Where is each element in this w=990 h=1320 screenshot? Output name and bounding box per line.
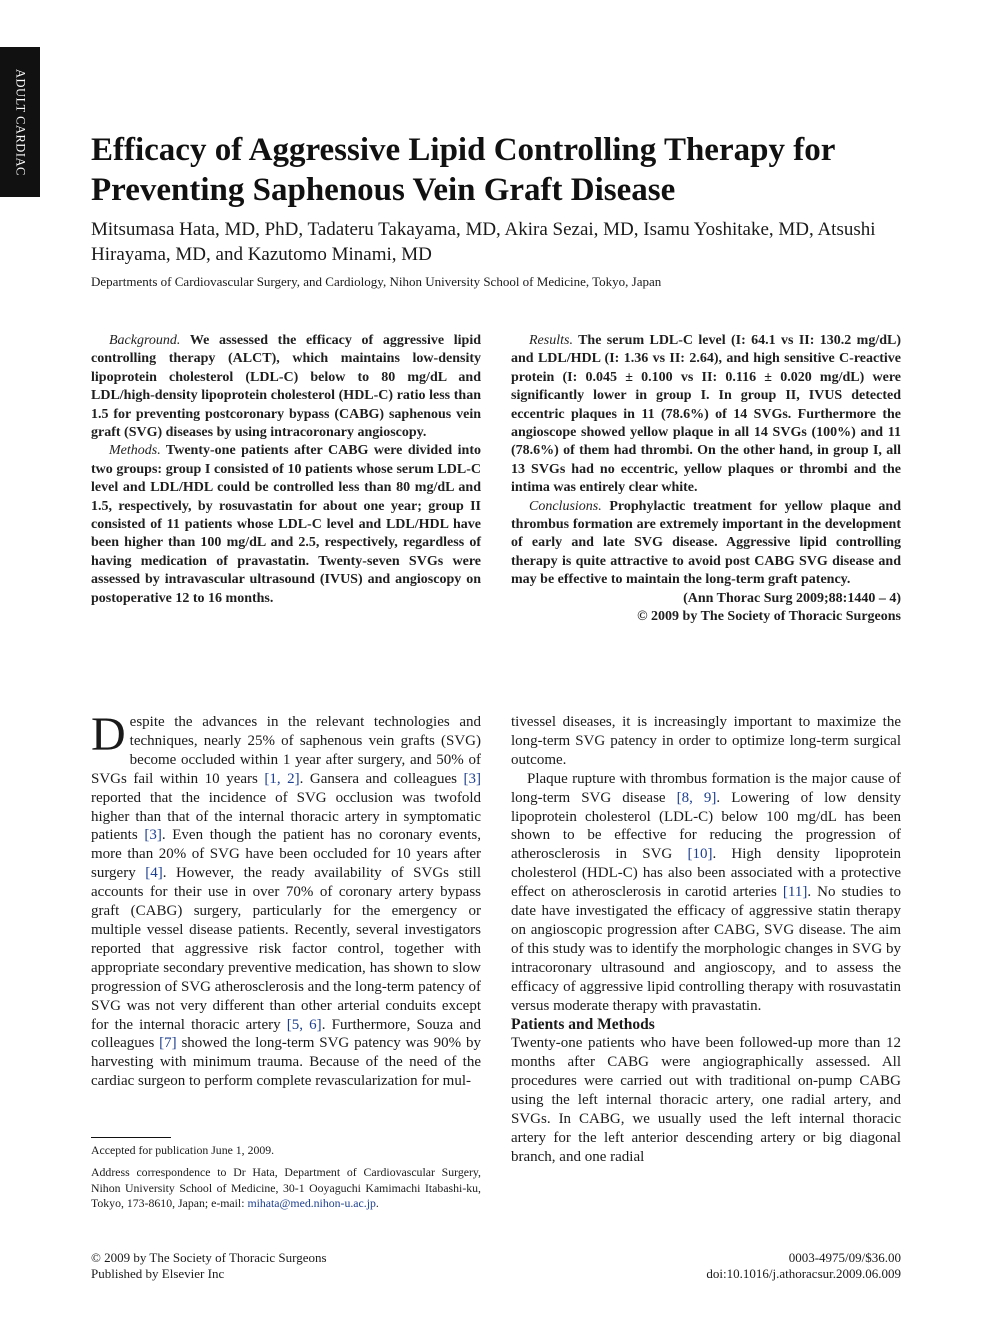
reference-link[interactable]: [3] [144, 827, 162, 844]
abstract-conclusions [511, 498, 901, 590]
footnotes [91, 1143, 481, 1218]
intro-paragraph [91, 708, 481, 1091]
section-side-tab-label: ADULT CARDIAC [13, 68, 28, 176]
abstract-citation: (Ann Thorac Surg 2009;88:1440 – 4) [683, 590, 901, 606]
reference-link[interactable]: [8, 9] [676, 789, 717, 806]
article-authors: Mitsumasa Hata, MD, PhD, Tadateru Takayama, MD, Akira Sezai, MD, Isamu Yoshitake, MD, Atsushi Hirayama, MD, and Kazutomo Minami, MD [91, 219, 876, 265]
abstract-results [511, 332, 901, 498]
plaque-text-2: . Lowering of low density lipoprotein cholesterol (LDL-C) below 100 mg/dL has been shown to be effective for reducing the progression of atherosclerosis in SVG [511, 789, 901, 863]
abstract-methods-label: Methods. [109, 443, 161, 459]
correspondence-end: . [375, 1195, 379, 1210]
reference-link[interactable]: [10] [687, 846, 713, 863]
abstract-right-column [511, 332, 901, 627]
correspondence-text: Address correspondence to Dr Hata, Department of Cardiovascular Surgery, Nihon University School of Medicine, 30-1 Ooyaguchi Kamimachi Itabashi-ku, Tokyo, 173-8610, Japan; e-mail: [91, 1165, 481, 1210]
intro-text-4: . Even though the patient has no coronary events, more than 20% of SVG have been occluded for 10 years after surgery [91, 827, 481, 882]
drop-cap: D [91, 708, 126, 761]
reference-link[interactable]: [5, 6] [286, 1016, 322, 1033]
body-left-column [91, 708, 481, 1091]
reference-link[interactable]: [11] [782, 884, 808, 901]
reference-link[interactable]: [7] [159, 1035, 177, 1052]
reference-link[interactable]: [1, 2] [264, 770, 300, 787]
intro-continuation: tivessel diseases, it is increasingly important to maximize the long-term SVG patency in order to optimize long-term surgical outcome. [511, 714, 901, 768]
plaque-text-4: . No studies to date have investigated the efficacy of aggressive statin therapy on angioscopic progression after CABG, SVG disease. The aim of this study was to identify the morphologic changes in SVG by intracoronary ultrasound and angioscopy, and to assess the efficacy of aggressive lipid controlling therapy with rosuvastatin versus moderate therapy with pravastatin. [511, 884, 901, 1014]
abstract-results-label: Results. [529, 333, 573, 348]
intro-text-2: . Gansera and colleagues [299, 770, 464, 787]
footer-copyright: © 2009 by The Society of Thoracic Surgeons [91, 1250, 327, 1265]
body-right-column [511, 713, 901, 1167]
intro-text-5: . However, the ready availability of SVGs still accounts for their use in over 70% of coronary artery bypass graft (CABG) surgery, particularly for the emergency or multiple vessel disease patients. Recently, several investigators reported that aggressive risk factor control, together with appropriate secondary preventive medication, has shown to slow progression of SVG atherosclerosis and the long-term patency of SVG was not very different than other arterial conduits except for the internal thoracic artery [91, 865, 481, 1033]
email-link[interactable]: mihata@med.nihon-u.ac.jp [247, 1195, 376, 1210]
abstract-left-column [91, 332, 481, 608]
intro-text-7: showed the long-term SVG patency was 90% by harvesting with minimum trauma. Because of the need of the cardiac surgeon to perform complete revascularization for mul- [91, 1035, 481, 1090]
methods-paragraph: Twenty-one patients who have been followed-up more than 12 months after CABG were angiographically assessed. All procedures were carried out with traditional on-pump CABG using the left internal thoracic artery, one radial artery, and SVGs. In CABG, we usually used the left internal thoracic artery for the left anterior descending artery or big diagonal branch, and one radial [511, 1035, 901, 1165]
footer-doi: doi:10.1016/j.athoracsur.2009.06.009 [706, 1265, 901, 1281]
correspondence-note [91, 1165, 481, 1211]
intro-text-3: reported that the incidence of SVG occlusion was twofold higher than that of the internal thoracic artery in symptomatic patients [91, 789, 481, 844]
intro-text-1: espite the advances in the relevant technologies and techniques, nearly 25% of saphenous vein grafts (SVG) become occluded within 1 year after surgery, and 50% of SVGs fail within 10 years [91, 714, 481, 787]
footer-issn: 0003-4975/09/$36.00 [788, 1250, 901, 1265]
abstract-methods-text: Twenty-one patients after CABG were divided into two groups: group I consisted of 10 patients whose serum LDL-C level and LDL/HDL could be controlled less than 80 mg/dL and 1.5, respectively, by rosuvastatin for about one year; group II consisted of 11 patients whose LDL-C level and LDL/HDL have been higher than 100 mg/dL and 2.5, respectively, regardless of having medication of pravastatin. Twenty-seven SVGs were assessed by intravascular ultrasound (IVUS) and angioscopy on postoperative 12 to 16 months. [91, 443, 481, 606]
footer-publisher: Published by Elsevier Inc [91, 1265, 225, 1281]
abstract-conclusions-label: Conclusions. [529, 498, 602, 514]
reference-link[interactable]: [4] [145, 865, 163, 882]
abstract-results-text: The serum LDL-C level (I: 64.1 vs II: 130.2 mg/dL) and LDL/HDL (I: 1.36 vs II: 2.64), and high sensitive C-reactive protein (I: 0.045 ± 0.100 vs II: 0.116 ± 0.020 mg/dL) were significantly lower in group I. In group II, IVUS detected eccentric plaques in 11 (78.6%) of 14 SVGs. Furthermore the angioscope showed yellow plaque in all 14 SVGs (100%) and 11 (78.6%) of them had thrombi. On the other hand, in group I, all 13 SVGs had no eccentric, yellow plaques or thrombi and the intima was entirely clear white. [511, 333, 901, 496]
abstract-methods [91, 442, 481, 608]
accepted-note: Accepted for publication June 1, 2009. [91, 1143, 275, 1157]
footer-right [706, 1250, 901, 1281]
abstract-conclusions-text: Prophylactic treatment for yellow plaque and thrombus formation are extremely important in the development of early and late SVG disease. Aggressive lipid controlling therapy is quite attractive to avoid post CABG SVG disease and may be effective to maintain the long-term graft patency. [511, 498, 901, 588]
reference-link[interactable]: [3] [463, 770, 481, 787]
abstract-background-text: We assessed the efficacy of aggressive lipid controlling therapy (ALCT), which maintains low-density lipoprotein cholesterol (LDL-C) below to 80 mg/dL and LDL/high-density lipoprotein cholesterol (HDL-C) ratio less than 1.5 for preventing postcoronary bypass (CABG) saphenous vein graft (SVG) diseases by using intracoronary angioscopy. [91, 333, 481, 441]
plaque-text-1: Plaque rupture with thrombus formation is the major cause of long-term SVG disease [511, 770, 901, 806]
article-title: Efficacy of Aggressive Lipid Controlling Therapy for Preventing Saphenous Vein Graft Disease [91, 132, 835, 208]
abstract-background [91, 332, 481, 442]
abstract-background-label: Background. [109, 333, 181, 348]
footer-left [91, 1250, 327, 1281]
abstract-copyright: © 2009 by The Society of Thoracic Surgeons [637, 609, 901, 625]
article-affiliation: Departments of Cardiovascular Surgery, and Cardiology, Nihon University School of Medicine, Tokyo, Japan [91, 274, 662, 289]
intro-text-6: . Furthermore, Souza and colleagues [91, 1016, 481, 1052]
section-heading-patients-methods: Patients and Methods [511, 1015, 655, 1033]
plaque-paragraph [511, 770, 901, 1016]
footnote-divider [91, 1137, 171, 1138]
section-side-tab [0, 47, 40, 197]
plaque-text-3: . High density lipoprotein cholesterol (HDL-C) has also been associated with a protective effect on atherosclerosis in carotid arteries [511, 846, 901, 901]
